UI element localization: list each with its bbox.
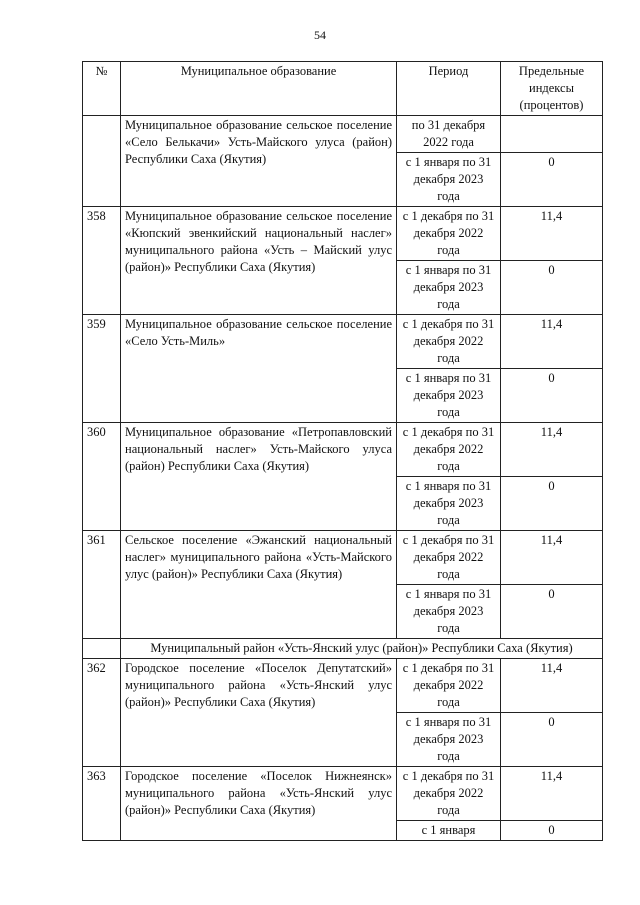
row-num: 360 bbox=[83, 423, 121, 531]
row-num: 361 bbox=[83, 531, 121, 639]
section-title: Муниципальный район «Усть-Янский улус (район)» Республики Саха (Якутия) bbox=[121, 639, 603, 659]
index-cell: 0 bbox=[501, 153, 603, 207]
index-cell: 11,4 bbox=[501, 531, 603, 585]
index-cell: 0 bbox=[501, 261, 603, 315]
table-row bbox=[83, 315, 603, 369]
period-cell: с 1 января по 31 декабря 2023 года bbox=[397, 369, 501, 423]
municipality-name: Сельское поселение «Эжанский национальный наслег» муниципального района «Усть-Майского улус (район)» Республики Саха (Якутия) bbox=[121, 531, 397, 639]
period-cell: с 1 января по 31 декабря 2023 года bbox=[397, 477, 501, 531]
index-cell: 11,4 bbox=[501, 767, 603, 821]
table-row bbox=[83, 531, 603, 585]
table-row bbox=[83, 116, 603, 153]
row-num: 359 bbox=[83, 315, 121, 423]
period-cell: с 1 января по 31 декабря 2023 года bbox=[397, 713, 501, 767]
period-cell: с 1 декабря по 31 декабря 2022 года bbox=[397, 767, 501, 821]
period-cell: с 1 декабря по 31 декабря 2022 года bbox=[397, 659, 501, 713]
municipality-name: Муниципальное образование сельское поселение «Кюпский эвенкийский национальный наслег» муниципального района «Усть – Майский улус (район)» Республики Саха (Якутия) bbox=[121, 207, 397, 315]
index-cell: 0 bbox=[501, 585, 603, 639]
index-cell: 0 bbox=[501, 369, 603, 423]
row-num: 363 bbox=[83, 767, 121, 841]
period-cell: с 1 декабря по 31 декабря 2022 года bbox=[397, 531, 501, 585]
row-num bbox=[83, 116, 121, 207]
row-num: 362 bbox=[83, 659, 121, 767]
header-municipality: Муниципальное образование bbox=[121, 62, 397, 116]
indices-table bbox=[82, 61, 603, 841]
index-cell: 0 bbox=[501, 477, 603, 531]
index-cell: 0 bbox=[501, 713, 603, 767]
header-period: Период bbox=[397, 62, 501, 116]
section-row bbox=[83, 639, 603, 659]
period-cell: с 1 января по 31 декабря 2023 года bbox=[397, 585, 501, 639]
period-cell: с 1 декабря по 31 декабря 2022 года bbox=[397, 423, 501, 477]
municipality-name: Городское поселение «Поселок Депутатский» муниципального района «Усть-Янский улус (район)» Республики Саха (Якутия) bbox=[121, 659, 397, 767]
period-cell: с 1 января по 31 декабря 2023 года bbox=[397, 153, 501, 207]
index-cell: 11,4 bbox=[501, 207, 603, 261]
table-row bbox=[83, 767, 603, 821]
index-cell: 11,4 bbox=[501, 315, 603, 369]
index-cell bbox=[501, 116, 603, 153]
section-num bbox=[83, 639, 121, 659]
row-num: 358 bbox=[83, 207, 121, 315]
header-num: № bbox=[83, 62, 121, 116]
index-cell: 0 bbox=[501, 821, 603, 841]
table-row bbox=[83, 659, 603, 713]
municipality-name: Городское поселение «Поселок Нижнеянск» муниципального района «Усть-Янский улус (район)» Республики Саха (Якутия) bbox=[121, 767, 397, 841]
index-cell: 11,4 bbox=[501, 423, 603, 477]
table-row bbox=[83, 423, 603, 477]
municipality-name: Муниципальное образование «Петропавловский национальный наслег» Усть-Майского улуса (район) Республики Саха (Якутия) bbox=[121, 423, 397, 531]
table-row bbox=[83, 207, 603, 261]
municipality-name: Муниципальное образование сельское поселение «Село Усть-Миль» bbox=[121, 315, 397, 423]
period-cell: по 31 декабря 2022 года bbox=[397, 116, 501, 153]
period-cell: с 1 декабря по 31 декабря 2022 года bbox=[397, 315, 501, 369]
page-number: 54 bbox=[314, 28, 326, 42]
period-cell: с 1 декабря по 31 декабря 2022 года bbox=[397, 207, 501, 261]
table-header-row bbox=[83, 62, 603, 116]
period-cell: с 1 января по 31 декабря 2023 года bbox=[397, 261, 501, 315]
municipality-name: Муниципальное образование сельское поселение «Село Белькачи» Усть-Майского улуса (район) Республики Саха (Якутия) bbox=[121, 116, 397, 207]
period-cell: с 1 января bbox=[397, 821, 501, 841]
index-cell: 11,4 bbox=[501, 659, 603, 713]
header-index: Предельные индексы (процентов) bbox=[501, 62, 603, 116]
